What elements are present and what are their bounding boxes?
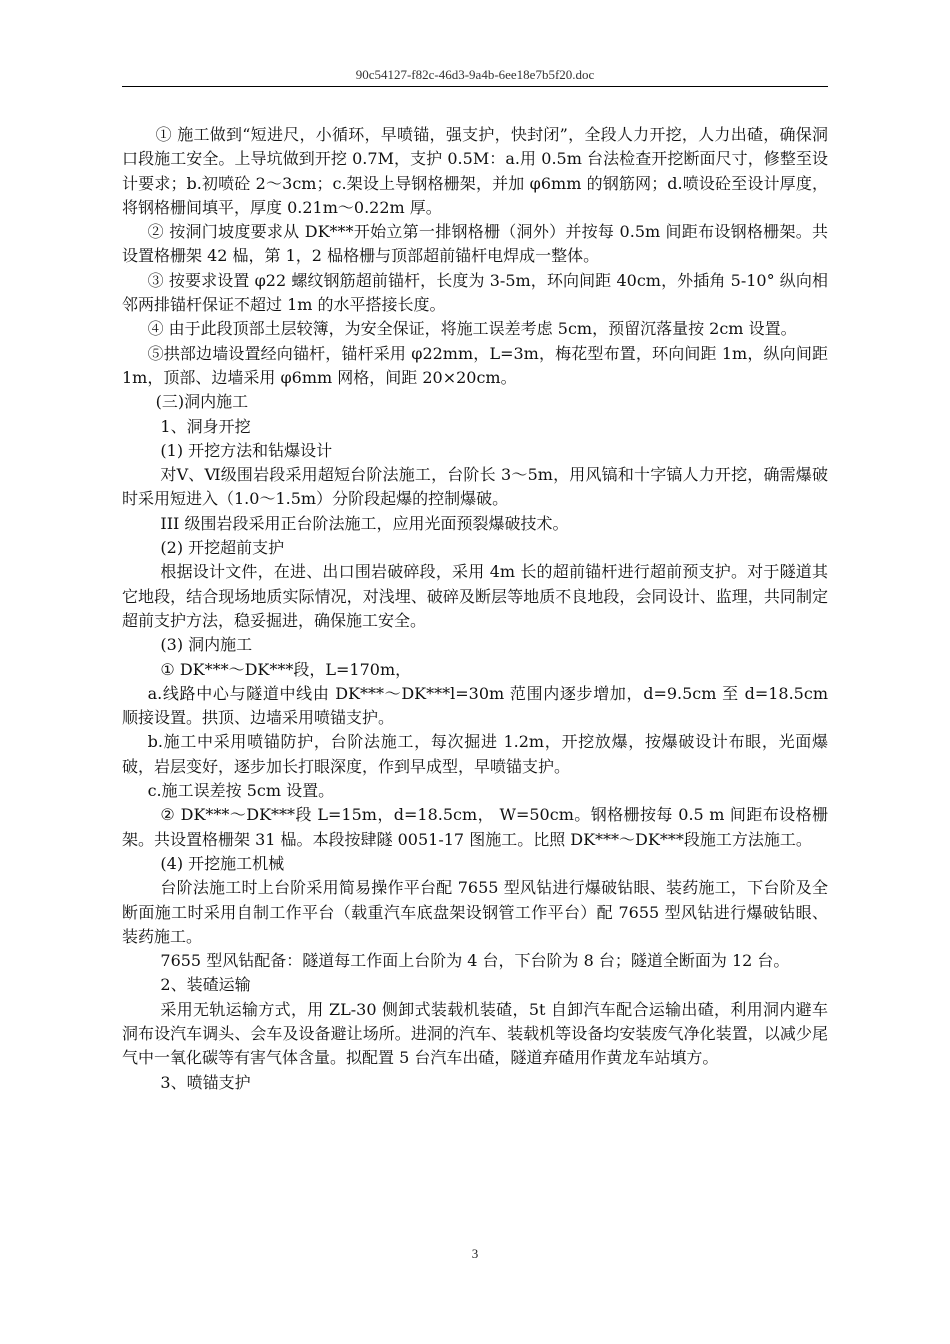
- paragraph-h-3-1: 1、洞身开挖: [160, 416, 251, 436]
- paragraph-p-excavation-1: 对Ⅴ、Ⅵ级围岩段采用超短台阶法施工，台阶长 3～5m，用风镐和十字镐人力开挖，确需爆破时采用短进入（1.0～1.5m）分阶段起爆的控制爆破。: [122, 465, 828, 509]
- paragraph-p-section2: ② DK***～DK***段 L=15m，d=18.5cm， W=50cm。钢格栅按每 0.5 m 间距布设格栅架。共设置格栅架 31 榀。本段按肆隧 0051-17 图施工。比照 DK***～DK***段施工方法施工。: [122, 805, 828, 849]
- paragraph-p-excavation-2: III 级围岩段采用正台阶法施工，应用光面预裂爆破技术。: [160, 513, 569, 533]
- paragraph-p-machinery-2: 7655 型风钻配备：隧道每工作面上台阶为 4 台，下台阶为 8 台；隧道全断面为 12 台。: [160, 951, 790, 971]
- paragraph-h-3-3: 3、喷锚支护: [160, 1072, 251, 1092]
- paragraph-h-3-1-2: (2) 开挖超前支护: [160, 538, 285, 558]
- header-divider: [122, 86, 828, 87]
- document-body: [122, 123, 828, 1095]
- paragraph-p-step1: ① 施工做到“短进尺，小循环，早喷锚，强支护，快封闭”，全段人力开挖，人力出碴，确保洞口段施工安全。上导坑做到开挖 0.7M，支护 0.5M：a.用 0.5m 台法检查开挖断面尺寸，修整至设计要求；b.初喷砼 2～3cm；c.架设上导钢格栅架，并加 φ6mm 的钢筋网；d.喷设砼至设计厚度，将钢格栅间填平，厚度 0.21m～0.22m 厚。: [122, 125, 828, 217]
- paragraph-p-machinery-1: 台阶法施工时上台阶采用简易操作平台配 7655 型风钻进行爆破钻眼、装药施工，下台阶及全断面施工时采用自制工作平台（载重汽车底盘架设钢管工作平台）配 7655 型风钻进行爆破钻眼、装药施工。: [122, 878, 828, 946]
- paragraph-p-section1: ① DK***～DK***段，L=170m，: [160, 659, 412, 679]
- paragraph-h-3-2: 2、装碴运输: [160, 975, 251, 995]
- paragraph-h-3-1-3: (3) 洞内施工: [160, 635, 253, 655]
- paragraph-p-step3: ③ 按要求设置 φ22 螺纹钢筋超前锚杆，长度为 3-5m，环向间距 40cm，外插角 5-10° 纵向相邻两排锚杆保证不超过 1m 的水平搭接长度。: [122, 270, 828, 315]
- paragraph-p-section1-a: a.线路中心与隧道中线由 DK***～DK***l=30m 范围内逐步增加，d=9.5cm 至 d=18.5cm 顺接设置。拱顶、边墙采用喷锚支护。: [122, 683, 828, 728]
- paragraph-p-transport: 采用无轨运输方式，用 ZL-30 侧卸式装载机装碴，5t 自卸汽车配合运输出碴，利用洞内避车洞布设汽车调头、会车及设备避让场所。进洞的汽车、装载机等设备均安装废气净化装置，以减少尾气中一氧化碳等有害气体含量。拟配置 5 台汽车出碴，隧道弃碴用作黄龙车站填方。: [122, 999, 828, 1068]
- paragraph-p-section1-c: c.施工误差按 5cm 设置。: [147, 781, 335, 801]
- page-number: 3: [471, 1246, 479, 1261]
- paragraph-p-support: 根据设计文件，在进、出口围岩破碎段，采用 4m 长的超前锚杆进行超前预支护。对于隧道其它地段，结合现场地质实际情况，对浅埋、破碎及断层等地质不良地段，会同设计、监理，共同制定超前支护方法，稳妥掘进，确保施工安全。: [122, 562, 828, 630]
- document-header-filename: 90c54127-f82c-46d3-9a4b-6ee18e7b5f20.doc: [355, 67, 595, 82]
- paragraph-p-step4: ④ 由于此段顶部土层较簿，为安全保证，将施工误差考虑 5cm，预留沉落量按 2cm 设置。: [147, 319, 797, 339]
- paragraph-h-3-1-1: (1) 开挖方法和钻爆设计: [160, 440, 333, 460]
- paragraph-p-step5: ⑤拱部边墙设置经向锚杆，锚杆采用 φ22mm，L=3m，梅花型布置，环向间距 1m，纵向间距 1m，顶部、边墙采用 φ6mm 网格，间距 20×20cm。: [122, 343, 828, 387]
- paragraph-h-3-1-4: (4) 开挖施工机械: [160, 853, 285, 873]
- paragraph-p-section1-b: b.施工中采用喷锚防护，台阶法施工，每次掘进 1.2m，开挖放爆，按爆破设计布眼，光面爆破，岩层变好，逐步加长打眼深度，作到早成型，早喷锚支护。: [122, 732, 828, 776]
- paragraph-h-3: (三)洞内施工: [155, 392, 249, 412]
- paragraph-p-step2: ② 按洞门坡度要求从 DK***开始立第一排钢格栅（洞外）并按每 0.5m 间距布设钢格栅架。共设置格栅架 42 榀，第 1，2 榀格栅与顶部超前锚杆电焊成一整体。: [122, 222, 828, 266]
